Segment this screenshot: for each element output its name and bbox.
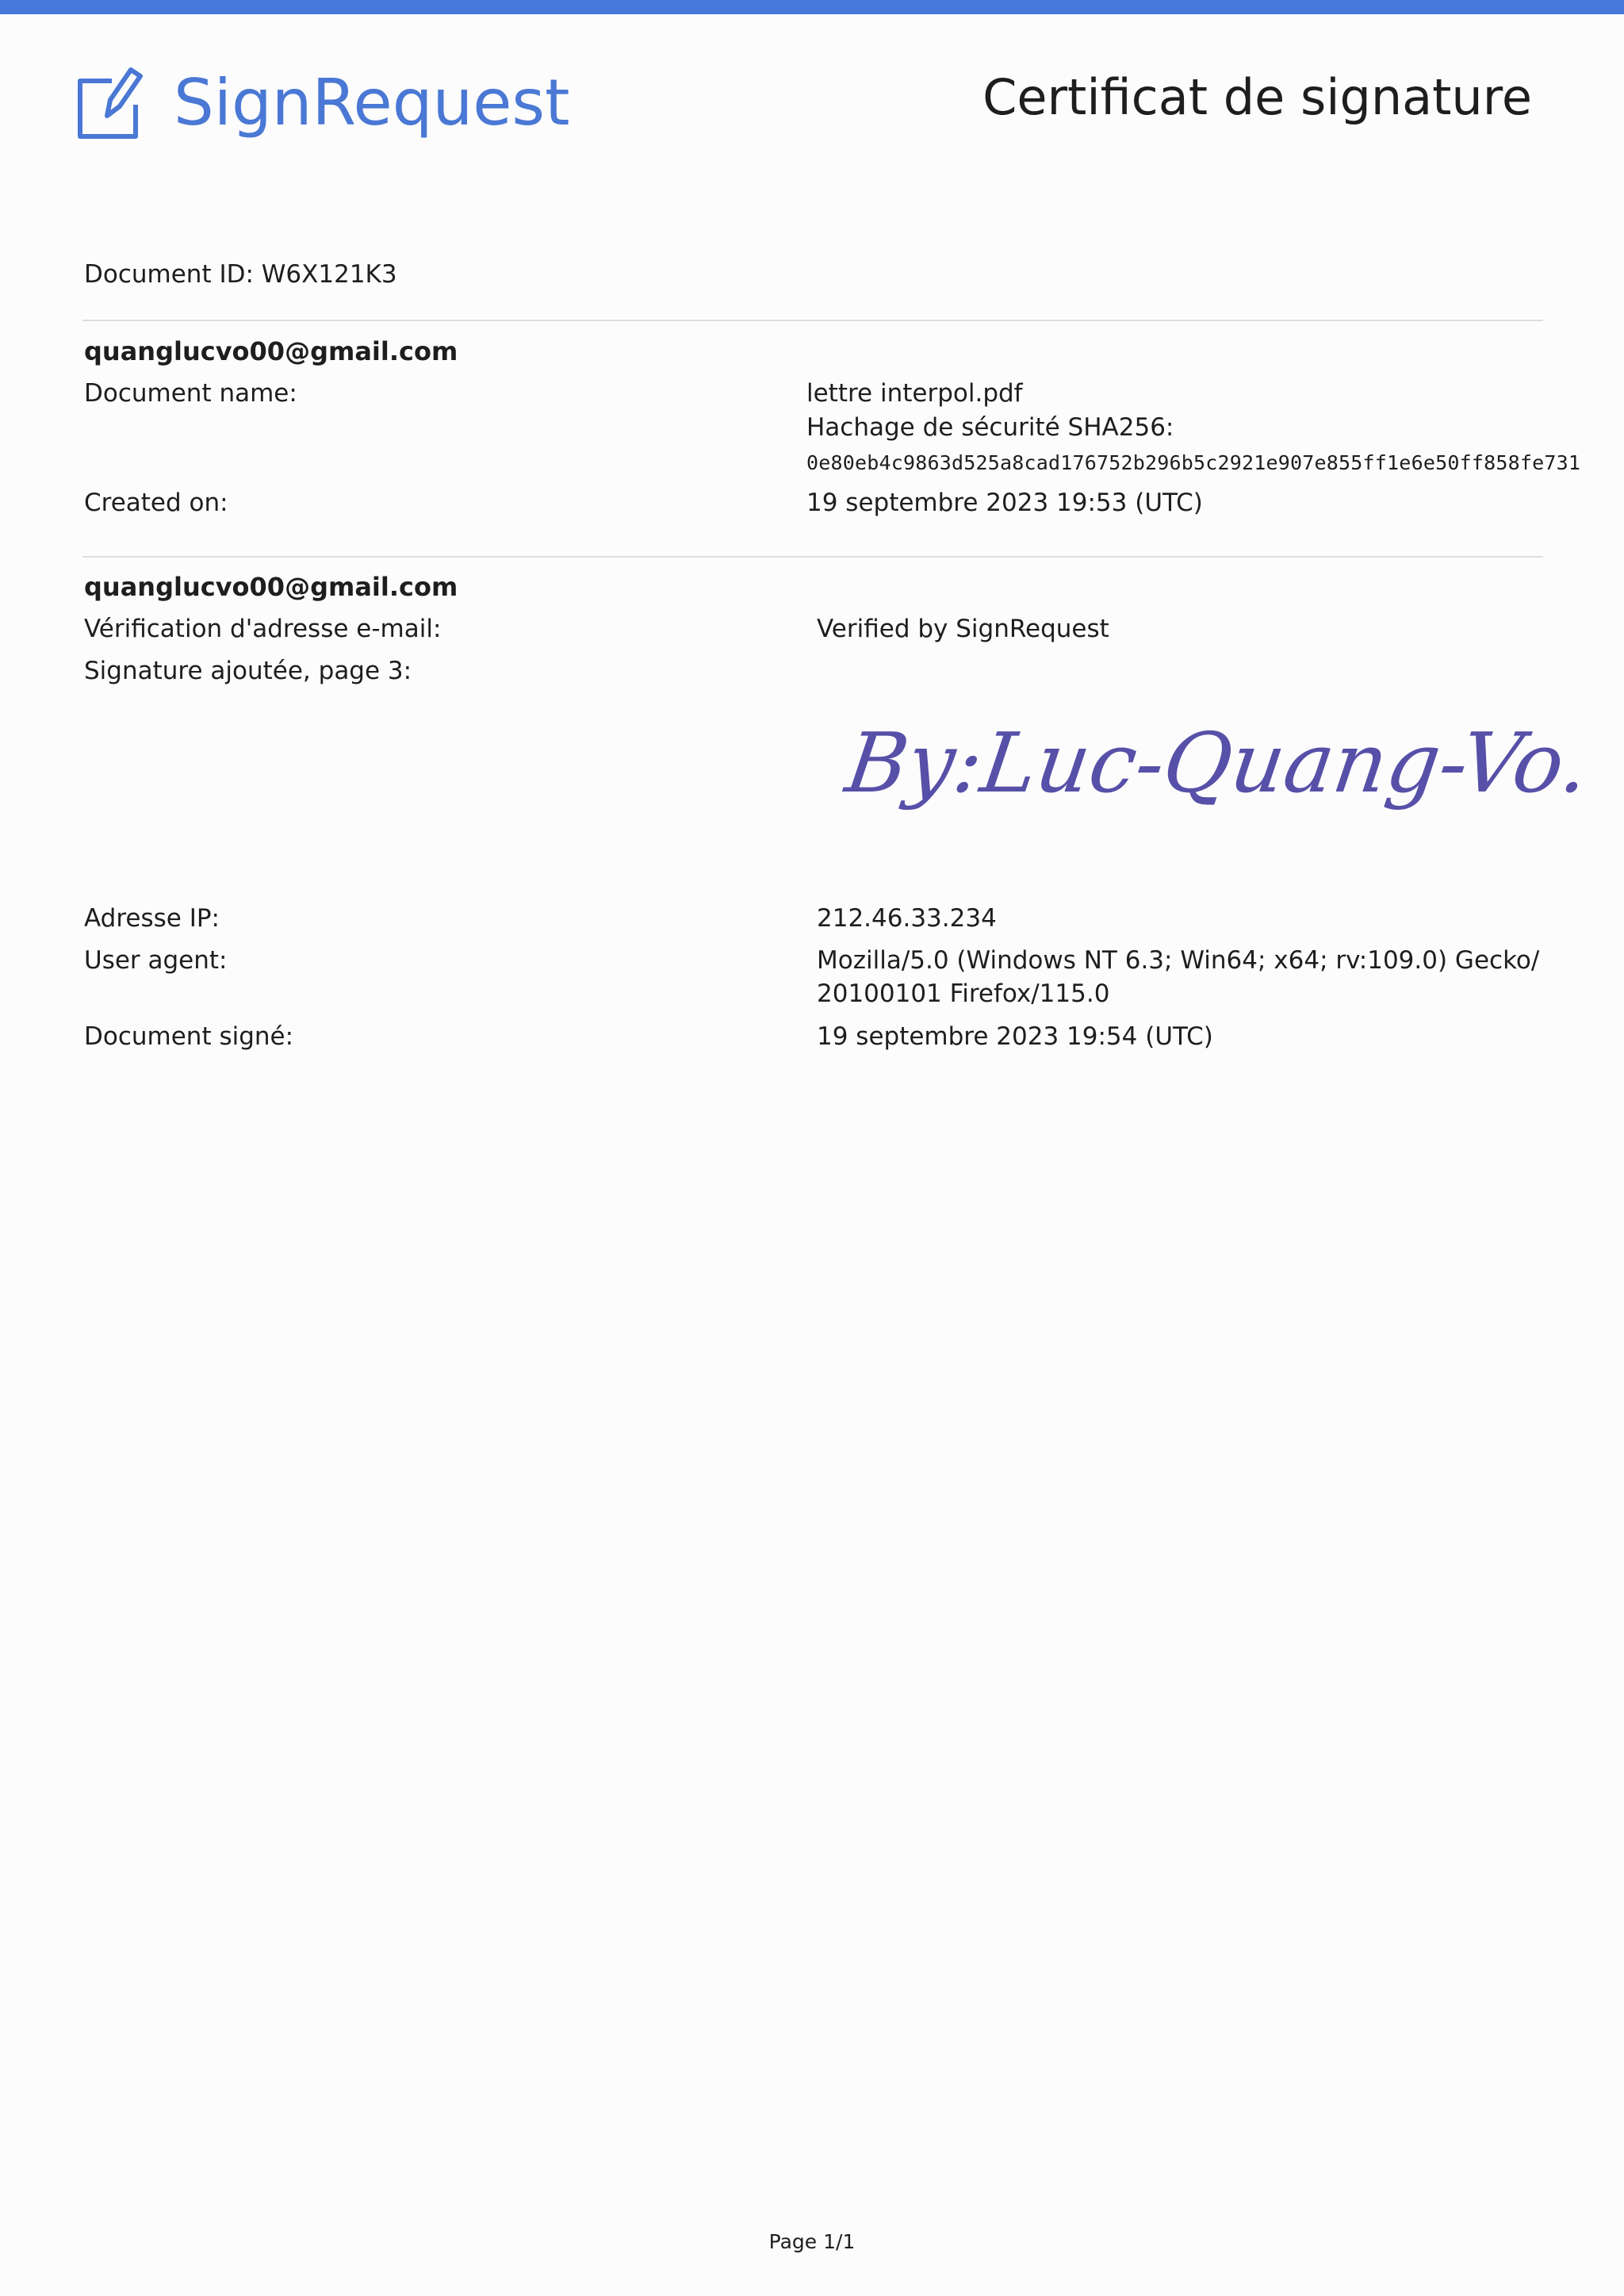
document-name-value: lettre interpol.pdf (806, 379, 1023, 408)
signer-email: quanglucvo00@gmail.com (84, 572, 458, 602)
brand-name: SignRequest (174, 66, 570, 140)
signature-text: By:Luc-Quang-Vo. (840, 715, 1595, 811)
hash-label: Hachage de sécurité SHA256: (806, 413, 1174, 442)
divider (82, 556, 1543, 558)
ip-label: Adresse IP: (84, 904, 220, 933)
certificate-title: Certificat de signature (982, 68, 1532, 126)
user-agent-line-2: 20100101 Firefox/115.0 (817, 979, 1110, 1008)
signer-email: quanglucvo00@gmail.com (84, 336, 458, 366)
document-name-label: Document name: (84, 379, 297, 408)
divider (82, 320, 1543, 321)
hash-value: 0e80eb4c9863d525a8cad176752b296b5c2921e907e855ff1e6e50ff858fe731 (806, 451, 1581, 474)
signed-label: Document signé: (84, 1022, 294, 1051)
created-value: 19 septembre 2023 19:53 (UTC) (806, 489, 1203, 517)
document-id: Document ID: W6X121K3 (84, 260, 397, 289)
signrequest-logo (75, 65, 569, 141)
user-agent-line-1: Mozilla/5.0 (Windows NT 6.3; Win64; x64; rv:109.0) Gecko/ (817, 946, 1540, 975)
user-agent-label: User agent: (84, 946, 228, 975)
page-number: Page 1/1 (768, 2230, 856, 2253)
ip-value: 212.46.33.234 (817, 904, 997, 933)
email-verification-label: Vérification d'adresse e-mail: (84, 615, 442, 643)
top-accent-bar (0, 0, 1624, 14)
email-verification-value: Verified by SignRequest (817, 615, 1109, 643)
created-label: Created on: (84, 489, 228, 517)
handwritten-signature (825, 698, 1595, 833)
edit-square-icon (75, 65, 142, 141)
signature-label: Signature ajoutée, page 3: (84, 657, 412, 685)
signed-value: 19 septembre 2023 19:54 (UTC) (817, 1022, 1213, 1051)
